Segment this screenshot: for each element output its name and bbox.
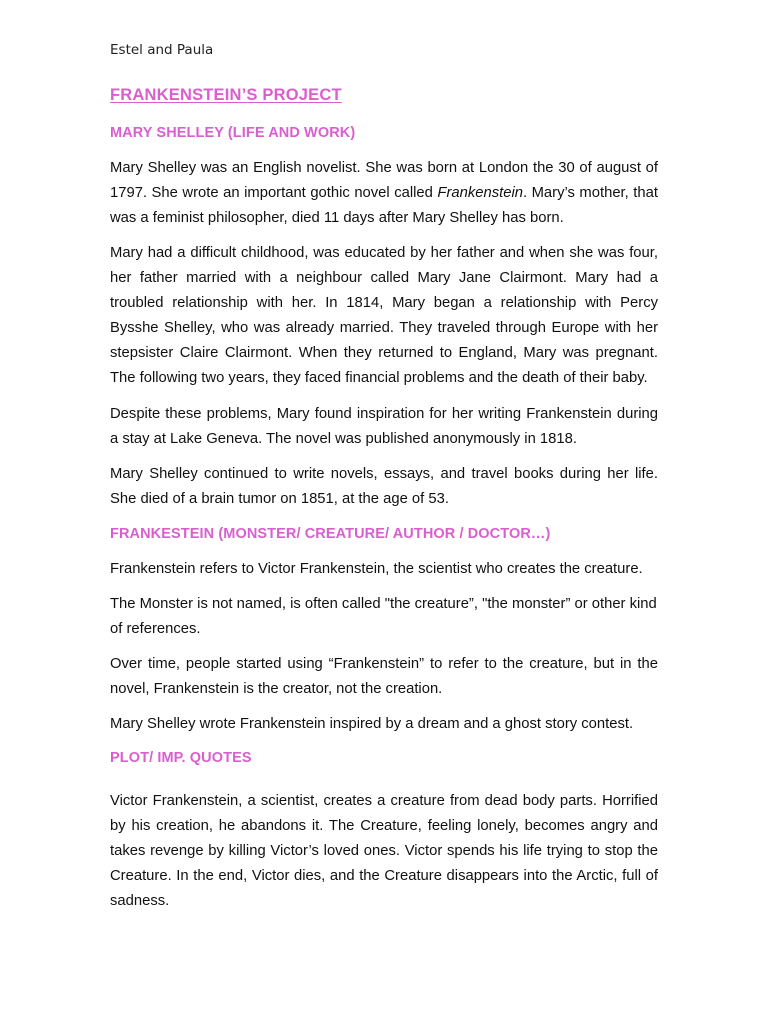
paragraph-name-usage: Over time, people started using “Frankenstein” to refer to the creature, but in the novel, Frankenstein is the creator, not the creation. [110,656,658,697]
section-heading-plot: PLOT/ IMP. QUOTES [110,750,252,766]
section-heading-mary-shelley: MARY SHELLEY (LIFE AND WORK) [110,125,356,141]
paragraph-inspiration: Despite these problems, Mary found inspiration for her writing Frankenstein during a stay at Lake Geneva. The novel was published anonymously in 1818. [110,406,658,447]
section-heading-frankestein: FRANKESTEIN (MONSTER/ CREATURE/ AUTHOR / DOCTOR…) [110,526,551,542]
paragraph-victor: Frankenstein refers to Victor Frankenstein, the scientist who creates the creature. [110,561,643,577]
paragraph-childhood: Mary had a difficult childhood, was educated by her father and when she was four, her father married with a neighbour called Mary Jane Clairmont. Mary had a troubled relationship with her. In 1814, Mary began a relationship with Percy Bysshe Shelley, who was already married. They traveled through Europe with her stepsister Claire Clairmont. When they returned to England, Mary was pregnant. The following two years, they faced financial problems and the death of their baby. [110,245,658,386]
paragraph-later-life: Mary Shelley continued to write novels, essays, and travel books during her life. She died of a brain tumor on 1851, at the age of 53. [110,466,658,507]
paragraph-monster-name: The Monster is not named, is often called "the creature”, "the monster” or other kind of references. [110,596,657,637]
novel-title-italic: Frankenstein [437,185,523,201]
paragraph-dream-contest: Mary Shelley wrote Frankenstein inspired by a dream and a ghost story contest. [110,716,634,732]
document-header-authors: Estel and Paula [110,42,214,58]
paragraph-biography-intro: Mary Shelley was an English novelist. She was born at London the 30 of august of 1797. She wrote an important gothic novel called Frankenstein. Mary’s mother, that was a feminist philosopher, died 11 days after Mary Shelley has born. [110,160,658,226]
paragraph-plot-summary: Victor Frankenstein, a scientist, creates a creature from dead body parts. Horrified by his creation, he abandons it. The Creature, feeling lonely, becomes angry and takes revenge by killing Victor’s loved ones. Victor spends his life trying to stop the Creature. In the end, Victor dies, and the Creature disappears into the Arctic, full of sadness. [110,793,658,909]
document-title: FRANKENSTEIN’S PROJECT [110,86,342,104]
